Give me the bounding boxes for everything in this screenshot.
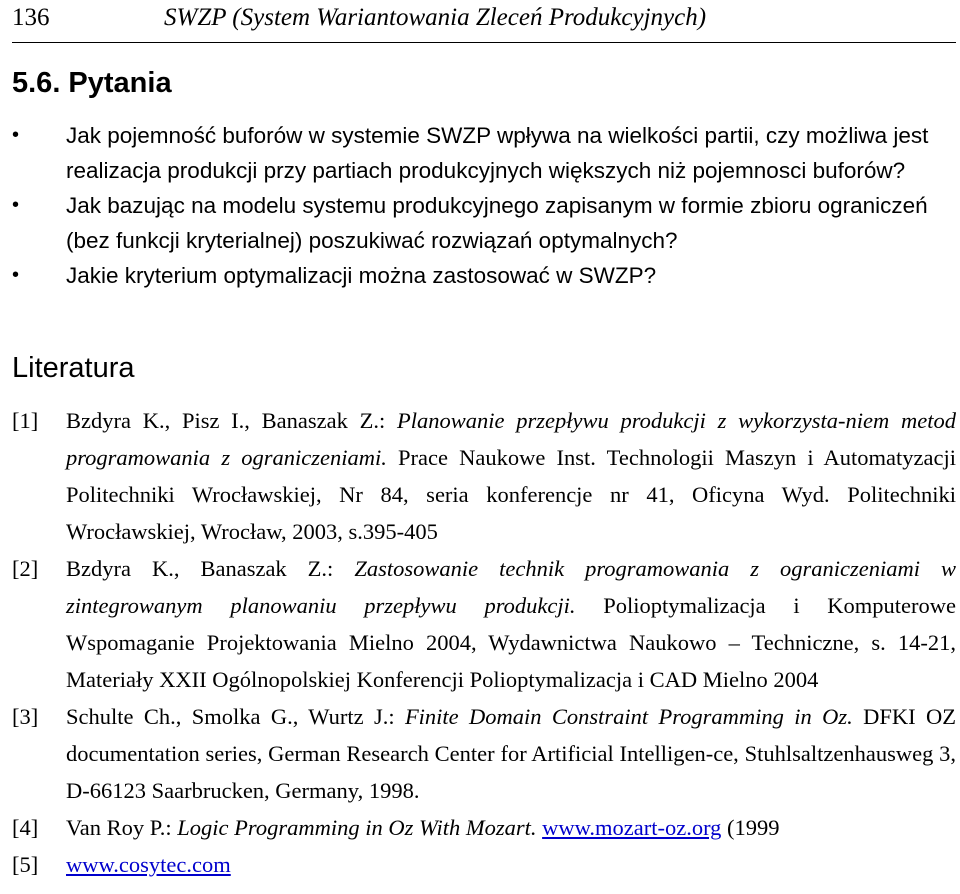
reference-details: Prace Naukowe Inst. Technologii Maszyn i Automatyzacji Politechniki Wrocławskiej, Nr 84, seria konferencje nr 41, Oficyna Wyd. Politechniki Wrocławskiej, Wrocław, 2003, s.395-405 [66, 445, 956, 544]
reference-number: [3] [12, 704, 39, 729]
reference-title: Planowanie przepływu produkcji z wykorzysta-niem metod programowania z ograniczeniami. [66, 408, 957, 470]
literature-title: Literatura [12, 352, 135, 384]
reference-authors: Schulte Ch., Smolka G., Wurtz J.: [66, 704, 395, 729]
reference-number: [4] [12, 815, 39, 840]
reference-authors: Bzdyra K., Pisz I., Banaszak Z.: [66, 408, 386, 433]
question-text: Jak pojemność buforów w systemie SWZP wpływa na wielkości partii, czy możliwa jest realizacja produkcji przy partiach produkcyjnych większych niż pojemnosci buforów? [66, 123, 929, 183]
reference-item [12, 698, 956, 809]
section-title: 5.6. Pytania [12, 67, 172, 99]
question-item [12, 258, 956, 293]
bullet-icon: • [12, 194, 20, 216]
reference-title: Finite Domain Constraint Programming in Oz. [404, 704, 853, 729]
reference-list [12, 402, 956, 883]
question-list [12, 118, 956, 293]
reference-authors: Van Roy P.: [66, 815, 172, 840]
reference-item [12, 846, 956, 883]
reference-title: Zastosowanie technik programowania z ograniczeniami w zintegrowanym planowaniu przepływu produkcji. [66, 556, 957, 618]
question-item [12, 118, 956, 188]
page-header [12, 2, 956, 43]
reference-item [12, 550, 956, 698]
reference-details: Polioptymalizacja i Komputerowe Wspomaganie Projektowania Mielno 2004, Wydawnictwa Naukowo – Techniczne, s. 14-21, Materiały XXII Ogólnopolskiej Konferencji Polioptymalizacja i CAD Mielno 2004 [66, 593, 957, 692]
reference-link[interactable]: www.cosytec.com [66, 852, 231, 877]
question-item [12, 188, 956, 258]
reference-details: DFKI OZ documentation series, German Research Center for Artificial Intelligen-ce, Stuhlsaltzenhausweg 3, D-66123 Saarbrucken, Germany, 1998. [66, 704, 956, 803]
reference-item [12, 402, 956, 550]
running-title: SWZP (System Wariantowania Zleceń Produkcyjnych) [164, 4, 707, 31]
reference-number: [1] [12, 408, 39, 433]
reference-authors: Bzdyra K., Banaszak Z.: [66, 556, 334, 581]
bullet-icon: • [12, 264, 20, 286]
page-number: 136 [12, 4, 50, 31]
reference-link[interactable]: www.mozart-oz.org [542, 815, 722, 840]
reference-number: [5] [12, 852, 39, 877]
reference-item [12, 809, 956, 846]
bullet-icon: • [12, 124, 20, 146]
reference-details: (1999 [727, 815, 780, 840]
question-text: Jak bazując na modelu systemu produkcyjnego zapisanym w formie zbioru ograniczeń (bez funkcji kryterialnej) poszukiwać rozwiązań optymalnych? [66, 193, 928, 253]
reference-number: [2] [12, 556, 39, 581]
reference-title: Logic Programming in Oz With Mozart. [177, 815, 537, 840]
question-text: Jakie kryterium optymalizacji można zastosować w SWZP? [66, 263, 657, 288]
